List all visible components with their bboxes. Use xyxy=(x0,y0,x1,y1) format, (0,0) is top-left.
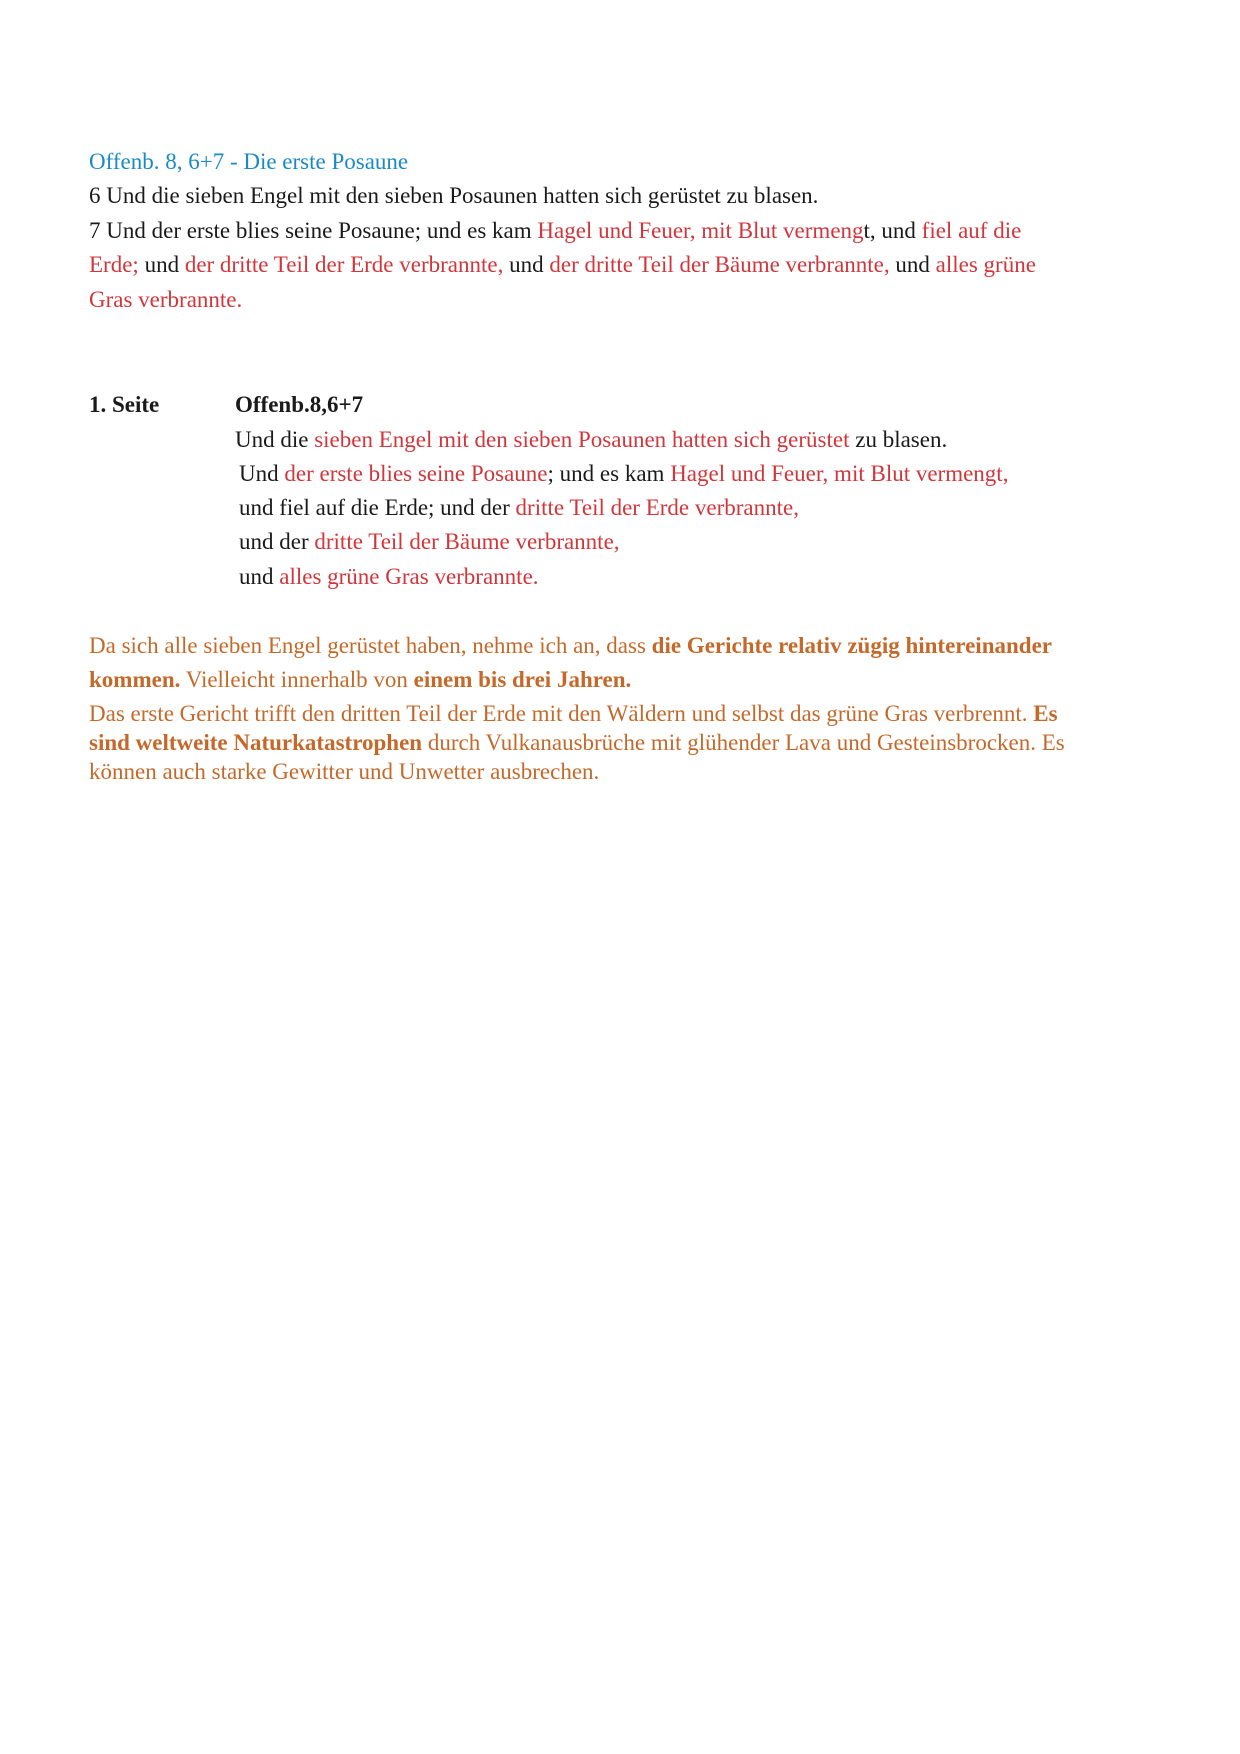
commentary-line-3 xyxy=(89,699,1058,729)
commentary-emphasis: kommen. xyxy=(89,667,181,692)
commentary-emphasis: Es xyxy=(1033,701,1058,726)
commentary-text: durch Vulkanausbrüche mit glühender Lava und Gesteinsbrocken. Es xyxy=(422,730,1065,755)
verse-7-line-2 xyxy=(89,250,1036,280)
commentary-line-5 xyxy=(89,757,599,787)
structured-line-1 xyxy=(235,425,947,455)
structured-highlight: der erste blies seine Posaune xyxy=(284,461,548,486)
structured-text: und der xyxy=(239,529,315,554)
commentary-emphasis: einem bis drei Jahren. xyxy=(413,667,632,692)
verse-7-highlight: Erde; xyxy=(89,252,139,277)
structured-highlight: dritte Teil der Bäume verbrannte, xyxy=(314,529,620,554)
structured-highlight: Hagel und Feuer, mit Blut vermengt, xyxy=(670,461,1009,486)
commentary-emphasis: die Gerichte relativ zügig hintereinander xyxy=(651,633,1052,658)
passage-reference: Offenb.8,6+7 xyxy=(235,392,364,417)
structured-highlight: alles grüne Gras verbrannte. xyxy=(279,564,539,589)
verse-7-text: t, und xyxy=(863,218,922,243)
verse-7-text: und xyxy=(138,252,185,277)
structured-line-2 xyxy=(239,459,1008,489)
verse-7-text: 7 Und der erste blies seine Posaune; und es kam xyxy=(89,218,538,243)
page-label: 1. Seite xyxy=(89,392,160,417)
commentary-line-1 xyxy=(89,631,1052,661)
structured-highlight: sieben Engel mit den sieben Posaunen hatten sich gerüstet xyxy=(314,427,850,452)
structured-text: Und die xyxy=(235,427,315,452)
structured-text: und xyxy=(239,564,280,589)
verse-7-line-1 xyxy=(89,216,1021,246)
structured-highlight: dritte Teil der Erde verbrannte, xyxy=(515,495,799,520)
structured-line-3 xyxy=(239,493,799,523)
commentary-emphasis: sind weltweite Naturkatastrophen xyxy=(89,730,423,755)
commentary-line-2 xyxy=(89,665,631,695)
verse-7-text: und xyxy=(503,252,550,277)
structured-text: zu blasen. xyxy=(849,427,948,452)
passage-title: Offenb. 8, 6+7 - Die erste Posaune xyxy=(89,149,409,174)
structured-text: Und xyxy=(239,461,285,486)
verse-7-highlight: alles grüne xyxy=(935,252,1036,277)
structured-text: ; und es kam xyxy=(547,461,671,486)
verse-7-line-3: Gras verbrannte. xyxy=(89,287,243,312)
verse-7-highlight: Hagel und Feuer, mit Blut vermeng xyxy=(537,218,864,243)
verse-7-highlight: der dritte Teil der Erde verbrannte, xyxy=(184,252,504,277)
structured-line-4 xyxy=(239,527,620,557)
commentary-text: Das erste Gericht trifft den dritten Teil der Erde mit den Wäldern und selbst das grüne Gras verbrennt. xyxy=(89,701,1034,726)
verse-7-highlight: der dritte Teil der Bäume verbrannte, xyxy=(549,252,890,277)
structured-line-5 xyxy=(239,562,539,592)
commentary-text: Da sich alle sieben Engel gerüstet haben, nehme ich an, dass xyxy=(89,633,652,658)
commentary-text: Vielleicht innerhalb von xyxy=(180,667,414,692)
verse-6: 6 Und die sieben Engel mit den sieben Posaunen hatten sich gerüstet zu blasen. xyxy=(89,183,819,208)
verse-7-text: und xyxy=(889,252,936,277)
commentary-text: können auch starke Gewitter und Unwetter ausbrechen. xyxy=(89,759,600,784)
verse-7-highlight: fiel auf die xyxy=(921,218,1022,243)
structured-text: und fiel auf die Erde; und der xyxy=(239,495,516,520)
commentary-line-4 xyxy=(89,728,1065,758)
